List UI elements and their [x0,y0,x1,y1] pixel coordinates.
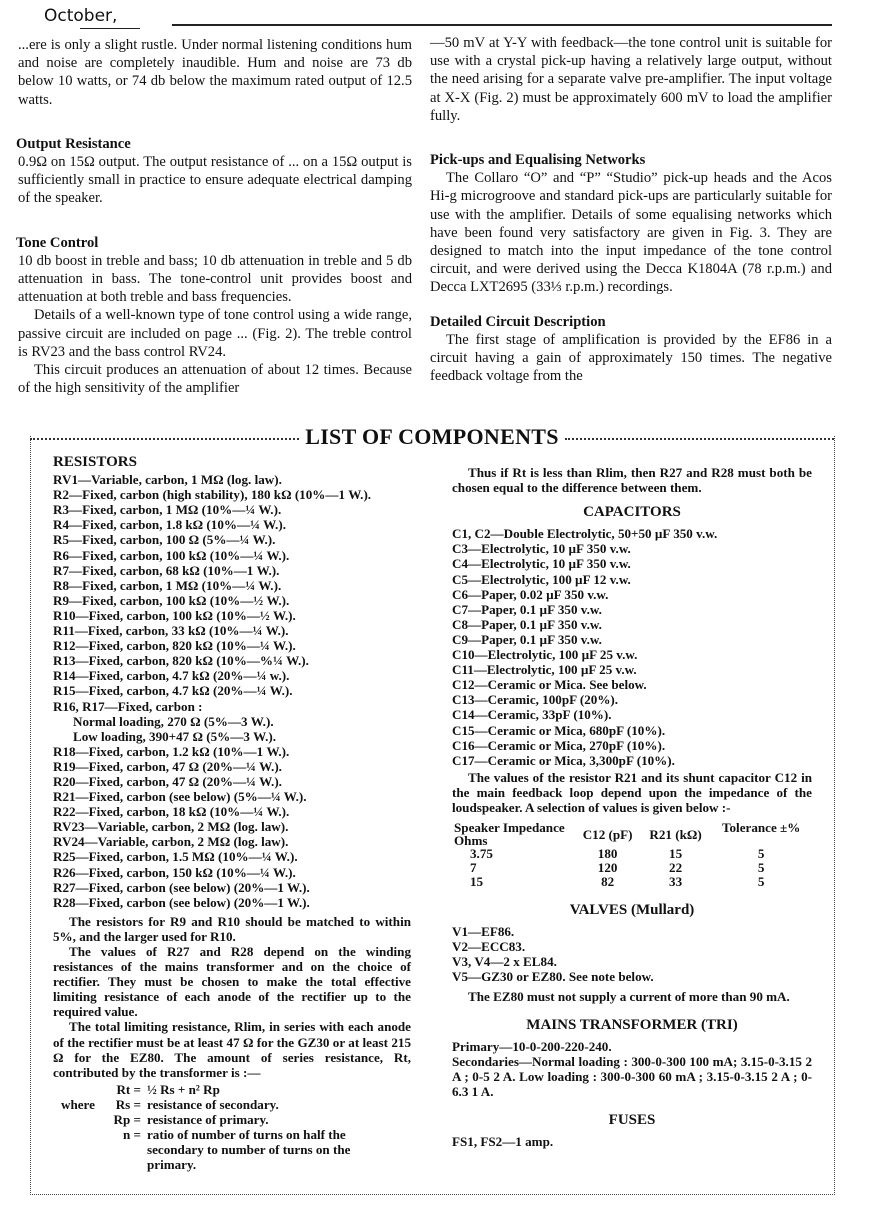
left-article-column [0,36,412,397]
list-item: C1, C2—Double Electrolytic, 50+50 µF 350 v.w. [452,526,718,542]
list-item: R2—Fixed, carbon (high stability), 180 kΩ (10%—1 W.). [53,487,372,503]
body-paragraph: Details of a well-known type of tone control using a wide range, passive circuit are included on page ... (Fig. 2). The treble control is RV23 and the bass control RV24. [18,307,412,360]
list-item: R12—Fixed, carbon, 820 kΩ (10%—¼ W.). [53,638,296,654]
table-cell: 22 [669,860,683,876]
note-paragraph: The total limiting resistance, Rlim, in series with each anode of the rectifier must be at least 47 Ω for the GZ30 or at least 215 Ω for the EZ80. The amount of series resistance, Rt, contributed by the transformer is :— [53,1019,411,1080]
table-header: R21 (kΩ) [649,826,702,842]
table-cell: 33 [669,874,683,890]
table-header: Tolerance ±% [721,820,801,836]
body-paragraph: —50 mV at Y-Y with feedback—the tone control unit is suitable for use with a crystal pick-up having a relatively large output, without the need arising for a separate valve pre-amplifier. The input voltage at X-X (Fig. 2) must be approximately 600 mV to load the amplifier fully. [430,35,832,124]
note-paragraph: The EZ80 must not supply a current of more than 90 mA. [468,988,790,1004]
formula-rhs: resistance of secondary. [147,1096,279,1112]
list-subitem: Low loading, 390+47 Ω (5%—3 W.). [73,728,276,744]
list-item: R7—Fixed, carbon, 68 kΩ (10%—1 W.). [53,562,280,578]
valves-heading: VALVES (Mullard) [569,902,695,919]
list-item: R20—Fixed, carbon, 47 Ω (20%—¼ W.). [53,773,282,789]
table-cell: 7 [470,860,477,876]
table-cell: 5 [757,860,765,876]
table-row [452,875,812,889]
formula-lhs: Rs = [115,1096,141,1112]
list-item: R21—Fixed, carbon (see below) (5%—¼ W.). [53,789,307,805]
list-item: V2—ECC83. [452,939,526,955]
formula-rhs: ½ Rs + n² Rp [147,1081,220,1097]
formula-rhs: ratio of number of turns on half the secondary to number of turns on the primary. [147,1127,351,1173]
table-header: C12 (pF) [582,826,633,842]
list-item: R22—Fixed, carbon, 18 kΩ (10%—¼ W.). [53,804,290,820]
body-paragraph: The Collaro “O” and “P” “Studio” pick-up heads and the Acos Hi-g microgroove and standard pick-ups are particularly suitable for use with the amplifier. Details of some equalising networks which have been found very satisfactory are given in Fig. 3. They are designed to match into the input impedance of the tone control circuit, and were derived using the Decca K1804A (78 r.p.m.) and Decca LXT2695 (33⅓ r.p.m.) recordings. [430,170,832,296]
list-item: C15—Ceramic or Mica, 680pF (10%). [452,722,666,738]
table-row [452,847,812,861]
formula-where: where [61,1096,95,1112]
formula-lhs: n = [122,1127,141,1143]
list-item: RV1—Variable, carbon, 1 MΩ (log. law). [53,472,282,488]
list-item: R26—Fixed, carbon, 150 kΩ (10%—¼ W.). [53,864,296,880]
list-item: C4—Electrolytic, 10 µF 350 v.w. [452,556,631,572]
list-item: V1—EF86. [452,924,515,940]
body-paragraph: This circuit produces an attenuation of about 12 times. Because of the high sensitivity of the amplifier [18,362,412,397]
list-item: Secondaries—Normal loading : 300-0-300 100 mA; 3.15-0-3.15 2 A ; 0-5 2 A. Low loading : 300-0-300 60 mA ; 3.15-0-3.15 2 A ; 0-6.3 1 A. [452,1053,812,1099]
body-paragraph: 10 db boost in treble and bass; 10 db attenuation in treble and 5 db attenuation in bass. The tone-control unit provides boost and attenuation at both treble and bass frequencies. [18,252,412,306]
components-title: LIST OF COMPONENTS [305,424,559,449]
list-item: C10—Electrolytic, 100 µF 25 v.w. [452,647,638,663]
list-item: C13—Ceramic, 100pF (20%). [452,692,619,708]
note-paragraph: Thus if Rt is less than Rlim, then R27 and R28 must both be chosen equal to the difference between them. [452,465,812,496]
speaker-impedance-table [452,821,812,889]
section-heading: Output Resistance [16,135,131,152]
resistors-heading: RESISTORS [53,454,137,470]
list-item: R16, R17—Fixed, carbon : [53,698,203,714]
note-paragraph: The values of R27 and R28 depend on the winding resistances of the mains transformer and on the choice of rectifier. They must be chosen to make the total effective limiting resistance of each anode of the rectifier up to the required value. [53,944,411,1020]
table-cell: 180 [597,846,618,862]
capacitors-heading: CAPACITORS [583,504,681,521]
resistors-list [53,455,411,1172]
list-item: R6—Fixed, carbon, 100 kΩ (10%—¼ W.). [53,547,290,563]
page-header-month: October, [44,6,118,26]
list-item: RV24—Variable, carbon, 2 MΩ (log. law). [53,834,289,850]
formula-lhs: Rp = [113,1112,141,1128]
right-article-column [430,34,832,385]
header-rule [80,28,140,29]
table-cell: 120 [597,860,618,876]
table-cell: 3.75 [470,846,493,862]
list-item: R25—Fixed, carbon, 1.5 MΩ (10%—¼ W.). [53,849,298,865]
components-right-list [452,465,812,1149]
list-item: C9—Paper, 0.1 µF 350 v.w. [452,631,602,647]
list-item: RV23—Variable, carbon, 2 MΩ (log. law). [53,819,289,835]
list-item: C11—Electrolytic, 100 µF 25 v.w. [452,662,637,678]
list-item: R14—Fixed, carbon, 4.7 kΩ (20%—¼ w.). [53,668,290,684]
list-item: C6—Paper, 0.02 µF 350 v.w. [452,586,609,602]
list-item: Primary—10-0-200-220-240. [452,1038,612,1054]
section-heading: Pick-ups and Equalising Networks [430,152,646,169]
list-item: R4—Fixed, carbon, 1.8 kΩ (10%—¼ W.). [53,517,286,533]
note-paragraph: The resistors for R9 and R10 should be matched to within 5%, and the larger used for R10. [53,913,411,944]
list-item: C17—Ceramic or Mica, 3,300pF (10%). [452,752,675,768]
list-item: R11—Fixed, carbon, 33 kΩ (10%—¼ W.). [53,623,289,639]
section-heading: Detailed Circuit Description [430,313,606,330]
list-item: C14—Ceramic, 33pF (10%). [452,707,612,723]
section-heading: Tone Control [16,234,99,251]
list-subitem: Normal loading, 270 Ω (5%—3 W.). [73,713,274,729]
table-cell: 15 [669,846,683,862]
formula-lhs: Rt = [116,1081,141,1097]
list-item: FS1, FS2—1 amp. [452,1134,554,1150]
dotted-rule [565,438,834,440]
list-item: R3—Fixed, carbon, 1 MΩ (10%—¼ W.). [53,502,282,518]
list-item: R27—Fixed, carbon (see below) (20%—1 W.). [53,879,310,895]
header-rule [172,24,832,26]
list-item: C12—Ceramic or Mica. See below. [452,677,647,693]
table-header: Speaker Impedance Ohms [454,820,565,849]
list-item: R15—Fixed, carbon, 4.7 kΩ (20%—¼ W.). [53,683,293,699]
list-item: R8—Fixed, carbon, 1 MΩ (10%—¼ W.). [53,577,282,593]
list-item: R5—Fixed, carbon, 100 Ω (5%—¼ W.). [53,532,276,548]
list-item: C8—Paper, 0.1 µF 350 v.w. [452,616,602,632]
table-cell: 15 [470,874,484,890]
list-item: R18—Fixed, carbon, 1.2 kΩ (10%—1 W.). [53,743,290,759]
list-item: R10—Fixed, carbon, 100 kΩ (10%—½ W.). [53,607,296,623]
list-item: C3—Electrolytic, 10 µF 350 v.w. [452,541,631,557]
list-item: C5—Electrolytic, 100 µF 12 v.w. [452,571,631,587]
list-item: V5—GZ30 or EZ80. See note below. [452,969,654,985]
components-title-row [30,424,834,450]
list-item: V3, V4—2 x EL84. [452,954,557,970]
mains-transformer-heading: MAINS TRANSFORMER (TRI) [526,1016,738,1033]
table-cell: 5 [757,846,765,862]
transformer-formula [53,1082,411,1173]
fuses-heading: FUSES [608,1112,656,1129]
list-item: R19—Fixed, carbon, 47 Ω (20%—¼ W.). [53,758,282,774]
body-paragraph: 0.9Ω on 15Ω output. The output resistance of ... on a 15Ω output is sufficiently small in practice to ensure adequate electrical damping of the speaker. [18,154,412,207]
list-item: R28—Fixed, carbon (see below) (20%—1 W.). [53,894,310,910]
list-item: R9—Fixed, carbon, 100 kΩ (10%—½ W.). [53,592,290,608]
table-header-row [452,821,812,847]
table-cell: 82 [601,874,615,890]
list-item: C7—Paper, 0.1 µF 350 v.w. [452,601,602,617]
body-paragraph: The first stage of amplification is provided by the EF86 in a circuit having a gain of approximately 150 times. The negative feedback voltage from the [430,331,832,385]
dotted-rule [30,438,299,440]
body-paragraph: ...ere is only a slight rustle. Under normal listening conditions hum and noise are completely inaudible. Hum and noise are 73 db below 10 watts, or 74 db below the maximum rated output of 12.5 watts. [18,37,412,108]
list-item: C16—Ceramic or Mica, 270pF (10%). [452,737,666,753]
table-cell: 5 [757,874,765,890]
formula-rhs: resistance of primary. [147,1112,269,1128]
note-paragraph: The values of the resistor R21 and its shunt capacitor C12 in the main feedback loop depend upon the impedance of the loudspeaker. A selection of values is given below :- [452,769,812,815]
list-item: R13—Fixed, carbon, 820 kΩ (10%—%¼ W.). [53,653,309,669]
table-row [452,861,812,875]
